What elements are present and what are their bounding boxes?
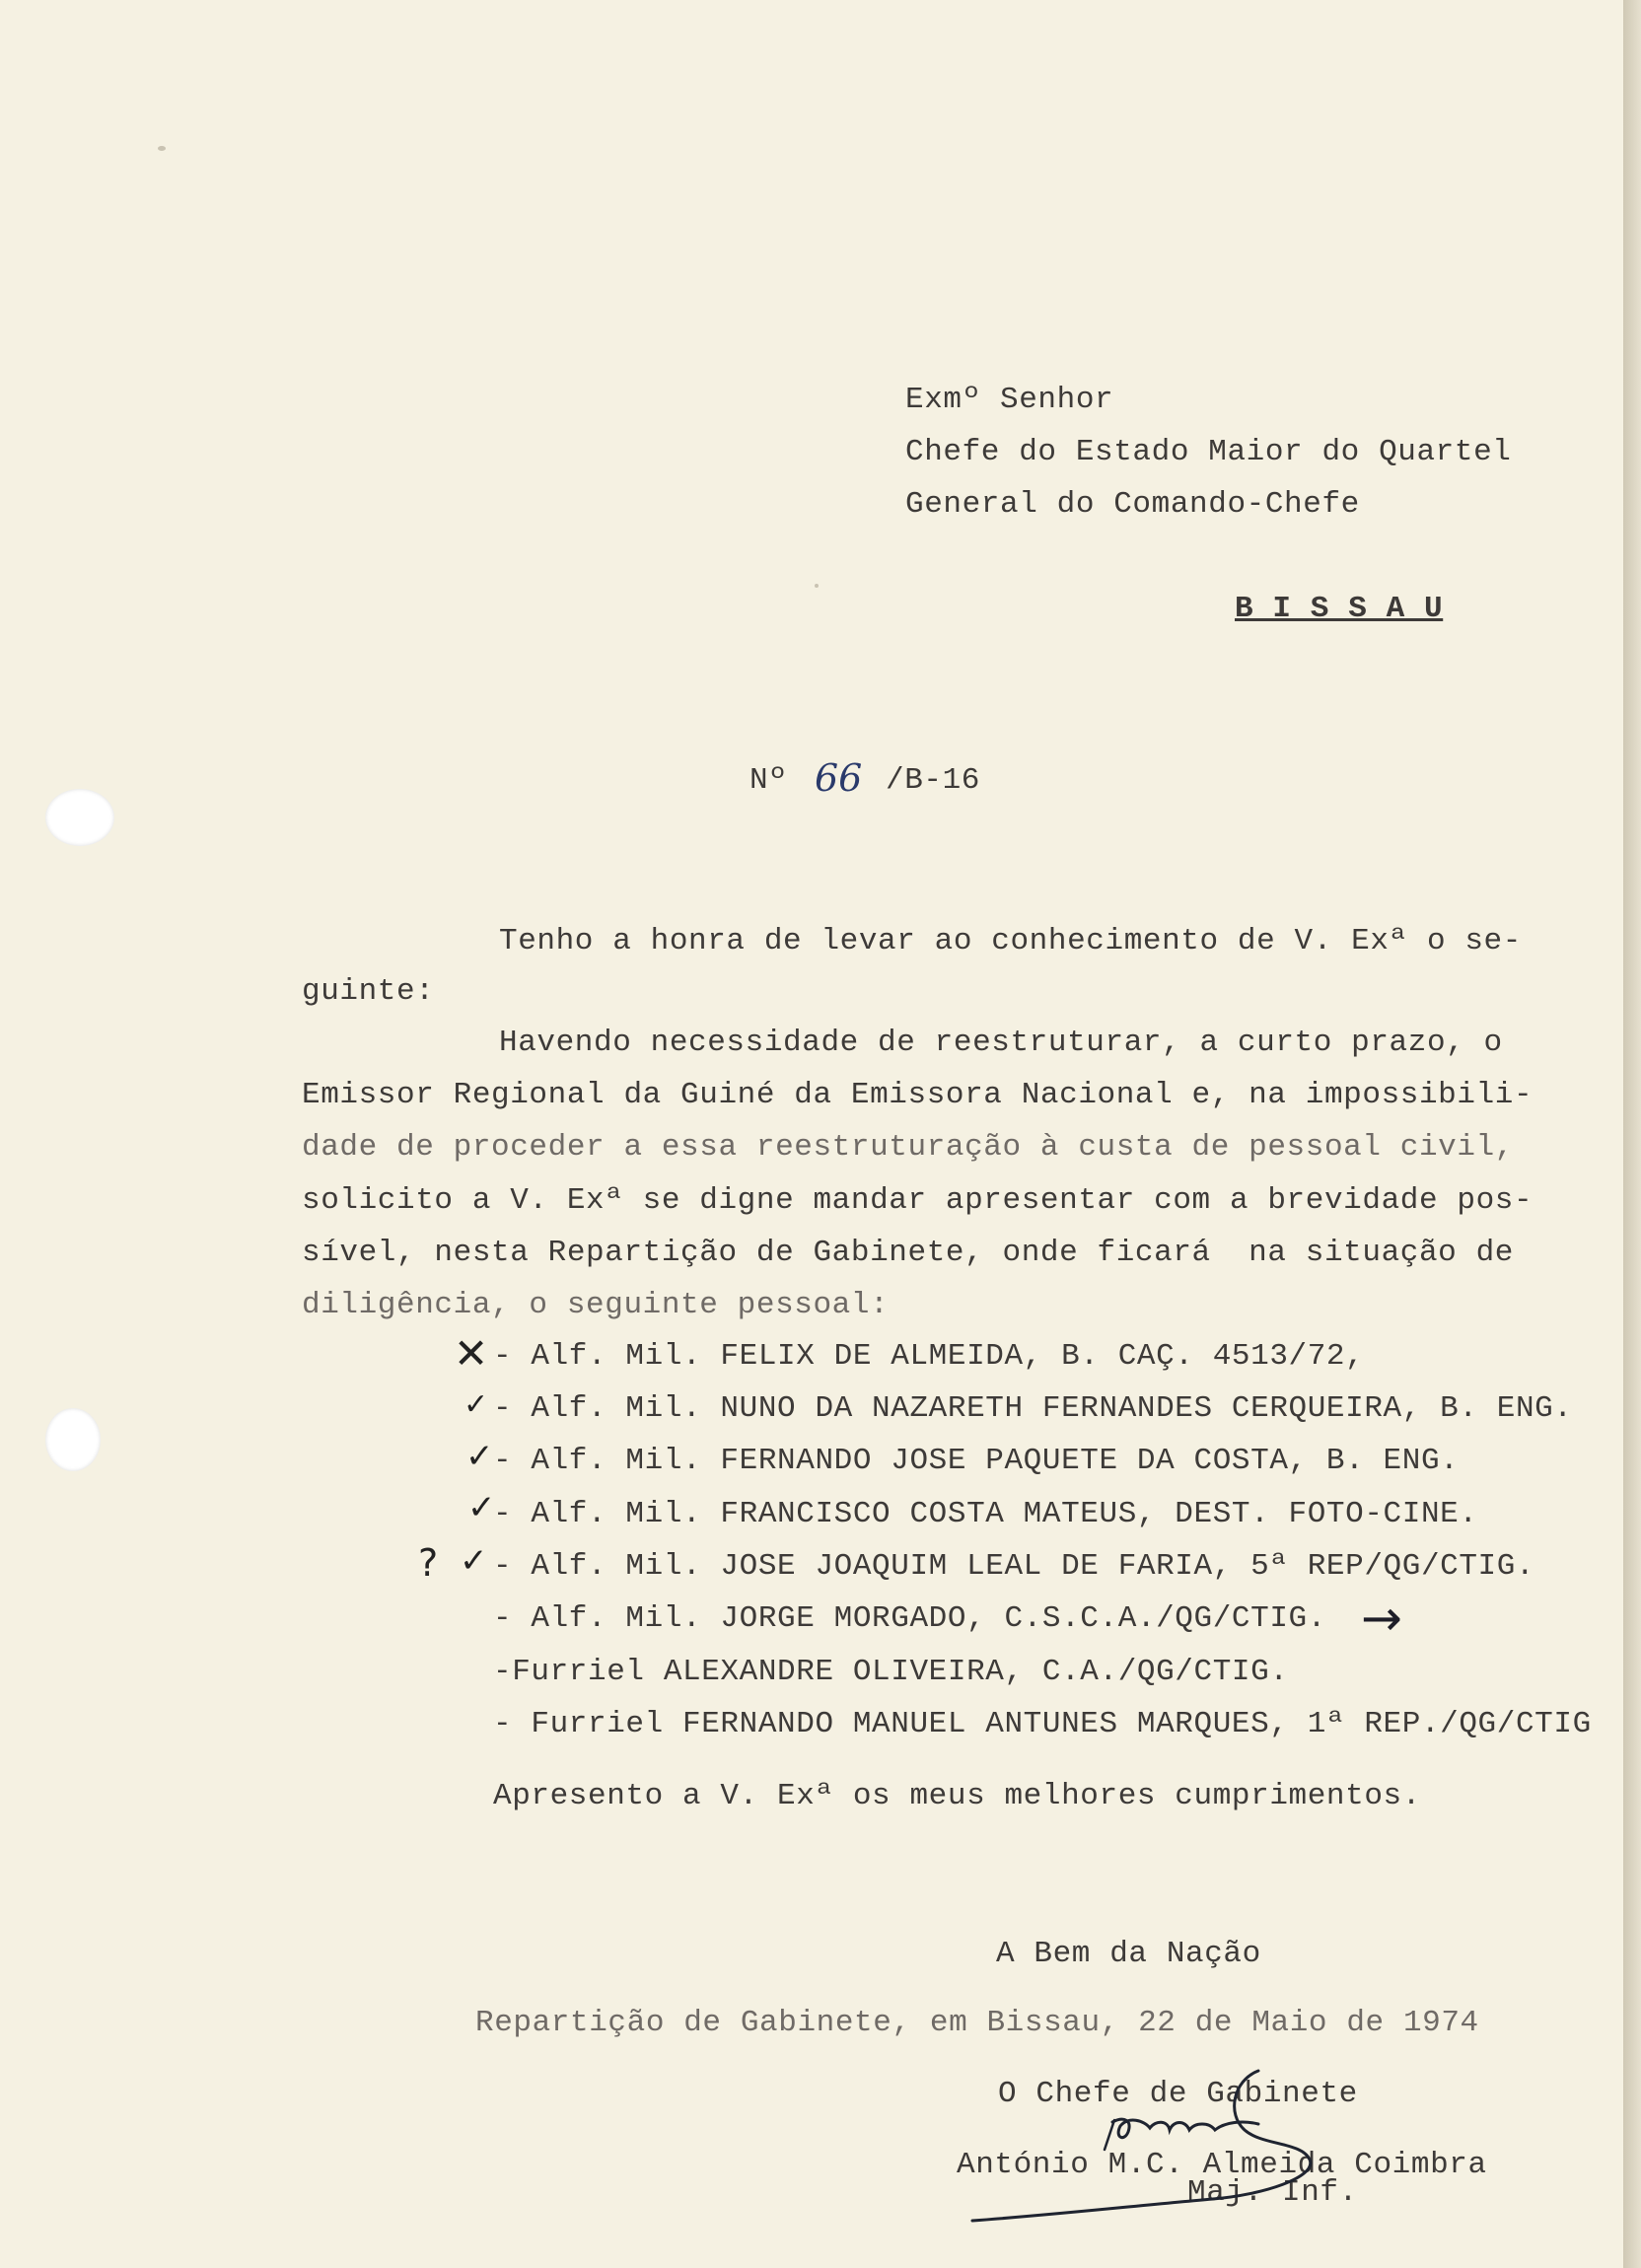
body-p2-line-1: Havendo necessidade de reestruturar, a curto prazo, o <box>499 1026 1503 1060</box>
addressee-city: B I S S A U <box>1235 592 1444 626</box>
personnel-item-text: - Furriel FERNANDO MANUEL ANTUNES MARQUES, 1ª REP./QG/CTIG <box>493 1707 1592 1741</box>
closing-line: Apresento a V. Exª os meus melhores cumprimentos. <box>493 1779 1421 1813</box>
handwritten-signature <box>966 2051 1341 2229</box>
check-mark-icon: ✓ <box>464 1387 489 1422</box>
body-p2-line-5: sível, nesta Repartição de Gabinete, onde ficará na situação de <box>302 1236 1514 1270</box>
reference-prefix: Nº <box>749 763 788 798</box>
x-mark-icon: ✕ <box>454 1329 489 1378</box>
footer-rank: Maj. Inf. <box>1187 2175 1358 2210</box>
footer-signatory: António M.C. Almeida Coimbra <box>957 2148 1487 2182</box>
body-p1-line-1: Tenho a honra de levar ao conhecimento de V. Exª o se- <box>499 924 1522 958</box>
body-p2-line-2: Emissor Regional da Guiné da Emissora Nacional e, na impossibili- <box>302 1078 1534 1112</box>
paper-speck <box>815 584 819 588</box>
personnel-item-text: -Furriel ALEXANDRE OLIVEIRA, C.A./QG/CTIG. <box>493 1655 1289 1689</box>
footer-place-date: Repartição de Gabinete, em Bissau, 22 de Maio de 1974 <box>475 2006 1479 2040</box>
check-mark-icon: ✓ <box>465 1437 494 1476</box>
arrow-right-icon: → <box>1361 1590 1402 1647</box>
punch-hole-top <box>45 789 114 846</box>
addressee-salutation: Exmº Senhor <box>905 383 1114 417</box>
addressee-line-2: General do Comando-Chefe <box>905 487 1360 522</box>
personnel-item-text: - Alf. Mil. NUNO DA NAZARETH FERNANDES CERQUEIRA, B. ENG. <box>493 1391 1573 1426</box>
personnel-item-text: - Alf. Mil. JOSE JOAQUIM LEAL DE FARIA, 5ª REP/QG/CTIG. <box>493 1549 1535 1584</box>
footer-motto: A Bem da Nação <box>996 1937 1261 1971</box>
footer-role: O Chefe de Gabinete <box>998 2077 1358 2111</box>
check-mark-icon: ✓ <box>460 1541 488 1581</box>
reference-suffix: /B-16 <box>886 763 981 798</box>
body-p2-line-4: solicito a V. Exª se digne mandar apresentar com a brevidade pos- <box>302 1183 1534 1218</box>
body-p2-line-6: diligência, o seguinte pessoal: <box>302 1288 890 1322</box>
personnel-item-text: - Alf. Mil. FRANCISCO COSTA MATEUS, DEST. FOTO-CINE. <box>493 1497 1478 1531</box>
personnel-item-text: - Alf. Mil. FELIX DE ALMEIDA, B. CAÇ. 4513/72, <box>493 1339 1365 1374</box>
question-mark-icon: ? <box>418 1541 439 1585</box>
body-p2-line-3: dade de proceder a essa reestruturação à custa de pessoal civil, <box>302 1130 1514 1165</box>
body-p1-line-2: guinte: <box>302 974 435 1009</box>
reference-number-handwritten: 66 <box>815 756 863 800</box>
paper-speck <box>158 146 166 151</box>
paper-edge <box>1623 0 1641 2268</box>
check-mark-icon: ✓ <box>467 1488 496 1527</box>
punch-hole-bottom <box>45 1408 101 1471</box>
addressee-line-1: Chefe do Estado Maior do Quartel <box>905 435 1512 469</box>
personnel-item-text: - Alf. Mil. JORGE MORGADO, C.S.C.A./QG/CTIG. <box>493 1601 1326 1636</box>
personnel-item-text: - Alf. Mil. FERNANDO JOSE PAQUETE DA COSTA, B. ENG. <box>493 1444 1460 1478</box>
